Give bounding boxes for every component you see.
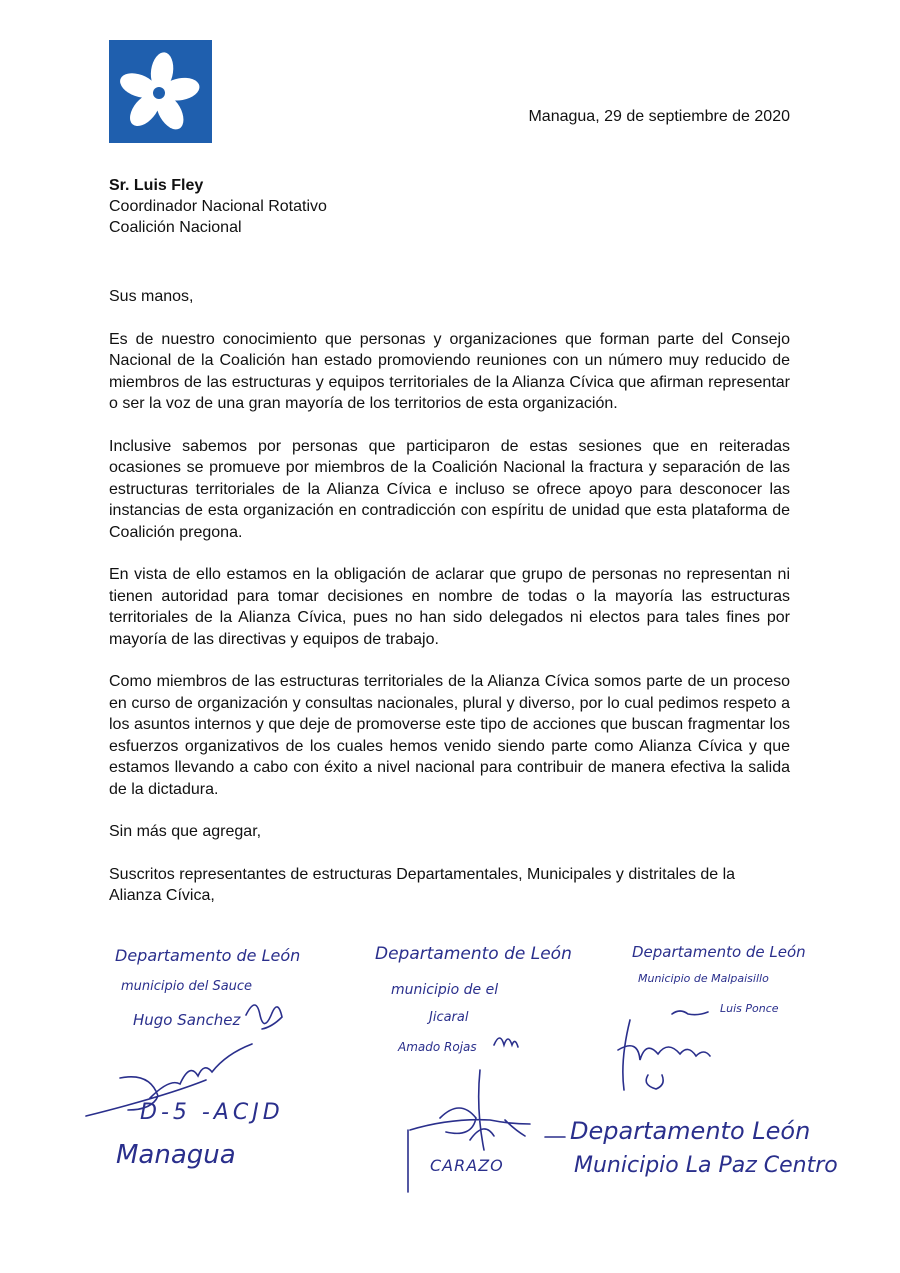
recipient-title: Coordinador Nacional Rotativo xyxy=(109,198,327,215)
signature-4-line2: Managua xyxy=(116,1140,236,1170)
signature-1-line2: municipio del Sauce xyxy=(121,979,253,994)
signature-2-line3: Jicaral xyxy=(429,1010,469,1025)
paragraph-2: Inclusive sabemos por personas que participaron de estas sesiones que en reiteradas ocasiones se promueve por miembros de la Coalición Nacional la fractura y separación de las estructuras territoriales de la Alianza Cívica e incluso se ofrece apoyo para desconocer las instancias de esta organización en contradicción con espíritu de unidad que esta plataforma de Coalición pregona. xyxy=(109,437,790,541)
recipient-block xyxy=(109,175,327,238)
signature-2-line2: municipio de el xyxy=(391,982,499,998)
signature-2-line1: Departamento de León xyxy=(375,944,572,964)
letter-body xyxy=(109,286,790,907)
paragraph-1: Es de nuestro conocimiento que personas y organizaciones que forman parte del Consejo Nacional de la Coalición han estado promoviendo reuniones con un número muy reducido de miembros de las estructuras y equipos territoriales de la Alianza Cívica que afirman representar o ser la voz de una gran mayoría de los territorios de esta organización. xyxy=(109,330,790,412)
coalition-logo xyxy=(109,40,212,143)
letter-date: Managua, 29 de septiembre de 2020 xyxy=(528,108,790,125)
signature-3-line3: Luis Ponce xyxy=(720,1002,779,1015)
signature-3-line1: Departamento de León xyxy=(632,943,806,961)
paragraph-4: Como miembros de las estructuras territoriales de la Alianza Cívica somos parte de un proceso en curso de organización y consultas nacionales, plural y diverso, por lo cual pedimos respeto a los asuntos internos y que deje de promoverse este tipo de acciones que buscan fragmentar los esfuerzos organizativos de los cuales hemos venido siendo parte como Alianza Cívica y que estamos llevando a cabo con éxito a nivel nacional para contribuir de manera efectiva la salida de la dictadura. xyxy=(109,673,790,798)
signature-3-line2: Municipio de Malpaisillo xyxy=(638,972,769,985)
signature-6-line1: Departamento León xyxy=(570,1117,811,1145)
recipient-organization: Coalición Nacional xyxy=(109,219,242,236)
signature-6-line2: Municipio La Paz Centro xyxy=(574,1153,838,1178)
signers-intro: Suscritos representantes de estructuras Departamentales, Municipales y distritales de la Alianza Cívica, xyxy=(109,865,736,904)
recipient-name: Sr. Luis Fley xyxy=(109,177,204,194)
signature-1-line3: Hugo Sanchez xyxy=(133,1011,241,1029)
signature-4-line1: D-5 -ACJD xyxy=(140,1100,284,1125)
signature-2-line4: Amado Rojas xyxy=(398,1040,477,1054)
paragraph-3: En vista de ello estamos en la obligación de aclarar que grupo de personas no representan ni tienen autoridad para tomar decisiones en nombre de todas o la mayoría las estructuras territoriales de la Alianza Cívica, pues no han sido delegados ni electos para tales fines por mayoría de las directivas y equipos de trabajo. xyxy=(109,566,790,648)
signature-5-line1: CARAZO xyxy=(430,1156,504,1175)
signature-1-line1: Departamento de León xyxy=(115,946,301,965)
greeting: Sus manos, xyxy=(109,288,194,305)
closing: Sin más que agregar, xyxy=(109,823,262,840)
flower-logo-icon xyxy=(109,40,212,143)
